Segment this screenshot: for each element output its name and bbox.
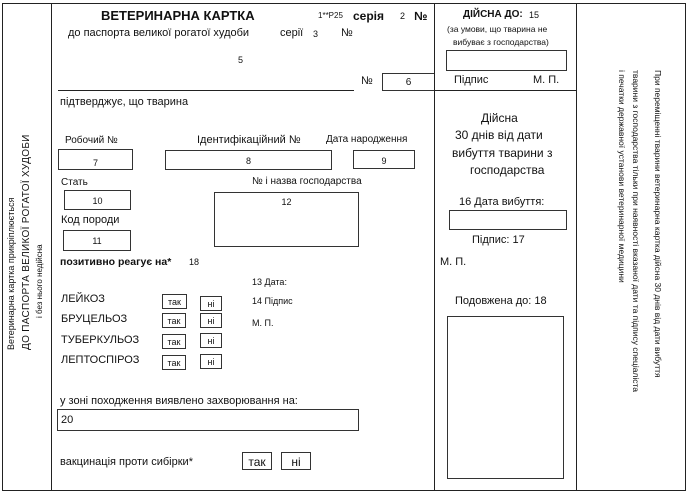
left-note-line-1: Ветеринарна картка прикріплюється — [6, 197, 16, 350]
disease-tuberculosis-yes-checkbox[interactable] — [162, 334, 186, 349]
divider-right — [576, 3, 577, 491]
right-note-line-1: При переміщенні тварини ветеринарна картка дійсна 30 днів від дати вибуття — [653, 70, 663, 378]
valid-line-1: Дійсна — [481, 111, 518, 125]
validity-mp2-label: М. П. — [440, 256, 467, 268]
disease-name-leukosis: ЛЕЙКОЗ — [61, 293, 105, 305]
field-11: 11 — [92, 236, 102, 246]
field-10: 10 — [92, 196, 103, 206]
field-18-ref: 18 — [189, 257, 200, 267]
disease-leukosis-yes-checkbox[interactable] — [162, 294, 187, 309]
valid-condition-line-1: (за умови, що тварина не — [447, 24, 548, 34]
field-8: 8 — [245, 156, 251, 166]
right-note-line-2: тварини з господарства тільки при наявності вказаної дати та підпису спеціаліста — [631, 70, 642, 393]
field-11-box[interactable] — [63, 230, 131, 251]
no-label: ні — [207, 316, 215, 326]
no-label: ні — [207, 357, 215, 367]
disease-brucellosis-no-checkbox[interactable] — [200, 313, 222, 328]
birth-date-label: Дата народження — [326, 134, 408, 145]
no-label: ні — [207, 299, 215, 309]
ident-no-label: Ідентифікаційний № — [197, 134, 301, 146]
passport-no-label: № — [341, 27, 353, 39]
field-7-box[interactable] — [58, 149, 133, 170]
disease-name-brucellosis: БРУЦЕЛЬОЗ — [61, 313, 128, 325]
field-9-box[interactable] — [353, 150, 415, 169]
card-title: ВЕТЕРИНАРНА КАРТКА — [101, 8, 255, 23]
field-20: 20 — [61, 414, 74, 426]
field-20-box[interactable] — [57, 409, 359, 431]
outer-border-left — [2, 3, 3, 491]
field-12: 12 — [281, 197, 292, 207]
valid-to-label: ДІЙСНА ДО: — [463, 9, 523, 20]
signature-17-label: Підпис: 17 — [472, 234, 525, 246]
disease-name-tuberculosis: ТУБЕРКУЛЬОЗ — [61, 334, 140, 346]
field-10-box[interactable] — [64, 190, 131, 210]
zone-label: у зоні походження виявлено захворювання на: — [60, 395, 298, 407]
passport-label: до паспорта великої рогатої худоби — [68, 27, 250, 39]
field-5: 5 — [238, 55, 244, 65]
validity-divider — [434, 90, 576, 91]
outer-border-bottom — [2, 490, 686, 491]
depart-date-label: 16 Дата вибуття: — [459, 196, 545, 208]
vaccination-yes-checkbox[interactable] — [242, 452, 272, 470]
sex-label: Стать — [61, 177, 88, 188]
left-note-line-3: і без нього недійсна — [34, 244, 44, 318]
farm-label: № і назва господарства — [252, 176, 362, 187]
date-13-label: 13 Дата: — [252, 277, 287, 287]
valid-to-box[interactable] — [446, 50, 567, 71]
disease-name-leptospirosis: ЛЕПТОСПІРОЗ — [61, 354, 140, 366]
card-mp-label: М. П. — [252, 318, 274, 328]
validity-mp-label: М. П. — [533, 74, 560, 86]
field-8-box[interactable] — [165, 150, 332, 170]
field-12-box[interactable] — [214, 192, 359, 247]
depart-date-box[interactable] — [449, 210, 567, 230]
disease-leptospirosis-yes-checkbox[interactable] — [162, 355, 186, 370]
left-note-line-2: ДО ПАСПОРТА ВЕЛИКОЇ РОГАТОЇ ХУДОБИ — [21, 134, 33, 350]
vaccination-label: вакцинація проти сибірки* — [60, 456, 193, 468]
breed-label: Код породи — [61, 214, 120, 226]
valid-line-4: господарства — [470, 163, 545, 177]
yes-label: так — [167, 316, 181, 326]
owner-line — [58, 90, 354, 91]
right-rotated-note — [617, 70, 662, 392]
field-6-box[interactable] — [382, 73, 434, 91]
field-7: 7 — [92, 158, 98, 168]
confirms-text: підтверджує, що тварина — [60, 96, 189, 108]
valid-to-number: 15 — [529, 10, 540, 20]
outer-border-right — [685, 3, 686, 491]
disease-brucellosis-yes-checkbox[interactable] — [162, 313, 186, 328]
valid-condition-line-2: вибуває з господарства) — [453, 37, 549, 47]
vaccination-yes-label: так — [248, 455, 266, 469]
outer-border-top — [2, 3, 686, 4]
passport-series-number: 3 — [313, 29, 319, 39]
no-label: ні — [207, 336, 215, 346]
left-rotated-note — [6, 134, 44, 350]
yes-label: так — [168, 297, 181, 307]
card-title-ref: 1**Р25 — [318, 11, 343, 20]
card-number-label: № — [414, 9, 428, 23]
validity-signature-label: Підпис — [454, 74, 489, 86]
signature-14-label: 14 Підпис — [252, 296, 293, 306]
vaccination-no-label: ні — [291, 455, 301, 469]
field-6: 6 — [405, 77, 412, 88]
yes-label: так — [167, 358, 181, 368]
passport-series-label: серії — [280, 27, 304, 39]
vaccination-no-checkbox[interactable] — [281, 452, 311, 470]
valid-line-3: вибуття тварини з — [452, 146, 553, 160]
series-number: 2 — [400, 11, 406, 21]
extended-to-label: Подовжена до: 18 — [455, 295, 547, 307]
positive-label: позитивно реагує на* — [60, 256, 172, 268]
valid-line-2: 30 днів від дати — [455, 128, 543, 142]
field-9: 9 — [381, 156, 387, 166]
divider-left — [51, 3, 52, 491]
series-label: серія — [353, 9, 385, 23]
disease-leukosis-no-checkbox[interactable] — [200, 296, 222, 311]
yes-label: так — [167, 337, 181, 347]
no-label: № — [361, 75, 373, 87]
disease-leptospirosis-no-checkbox[interactable] — [200, 354, 222, 369]
right-note-line-3: і печатки державної установи ветеринарної медицини — [617, 70, 628, 283]
work-no-label: Робочий № — [65, 135, 118, 146]
divider-middle — [434, 3, 435, 491]
disease-tuberculosis-no-checkbox[interactable] — [200, 333, 222, 348]
extended-to-box[interactable] — [447, 316, 564, 479]
